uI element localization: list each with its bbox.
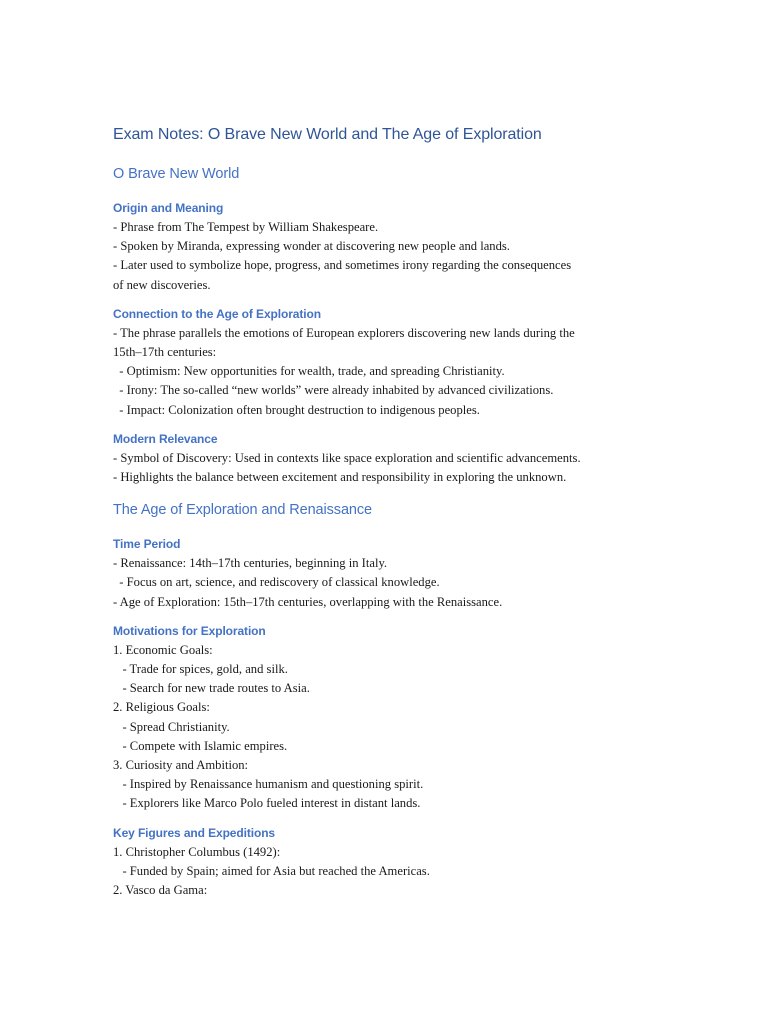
text-line: 1. Economic Goals: <box>113 642 213 657</box>
text-line: - Inspired by Renaissance humanism and questioning spirit. <box>113 777 424 792</box>
text-line: - Funded by Spain; aimed for Asia but reached the Americas. <box>113 863 430 878</box>
text-line: 3. Curiosity and Ambition: <box>113 758 249 773</box>
text-line: - Age of Exploration: 15th–17th centuries, overlapping with the Renaissance. <box>113 594 503 609</box>
subsection-heading-connection: Connection to the Age of Exploration <box>113 306 321 321</box>
text-line: - Irony: The so-called “new worlds” were already inhabited by advanced civilizations. <box>113 383 554 398</box>
text-line: - Compete with Islamic empires. <box>113 738 288 753</box>
subsection-body-modern-relevance <box>113 449 673 487</box>
text-line: - Symbol of Discovery: Used in contexts like space exploration and scientific advancements. <box>113 450 581 465</box>
text-line: 15th–17th centuries: <box>113 345 217 360</box>
text-line: - Spoken by Miranda, expressing wonder at discovering new people and lands. <box>113 239 510 254</box>
subsection-body-key-figures <box>113 843 673 901</box>
text-line: - Explorers like Marco Polo fueled interest in distant lands. <box>113 796 421 811</box>
text-line: - The phrase parallels the emotions of European explorers discovering new lands during the <box>113 325 575 340</box>
text-line: - Spread Christianity. <box>113 719 230 734</box>
subsection-heading-key-figures: Key Figures and Expeditions <box>113 825 276 840</box>
text-line: 2. Religious Goals: <box>113 700 210 715</box>
subsection-body-origin <box>113 218 673 295</box>
text-line: - Focus on art, science, and rediscovery of classical knowledge. <box>113 575 440 590</box>
text-line: - Highlights the balance between excitement and responsibility in exploring the unknown. <box>113 470 567 485</box>
subsection-heading-time-period: Time Period <box>113 537 181 552</box>
text-line: - Search for new trade routes to Asia. <box>113 681 310 696</box>
subsection-heading-modern-relevance: Modern Relevance <box>113 431 218 446</box>
subsection-heading-motivations: Motivations for Exploration <box>113 623 266 638</box>
section-heading: The Age of Exploration and Renaissance <box>113 502 372 519</box>
subsection-body-time-period <box>113 554 673 612</box>
section-age-of-exploration <box>113 500 673 900</box>
text-line: - Renaissance: 14th–17th centuries, beginning in Italy. <box>113 556 388 571</box>
text-line: 2. Vasco da Gama: <box>113 883 208 898</box>
section-heading: O Brave New World <box>113 166 240 182</box>
text-line: - Phrase from The Tempest by William Shakespeare. <box>113 220 379 234</box>
subsection-heading-origin: Origin and Meaning <box>113 201 224 215</box>
text-line: - Trade for spices, gold, and silk. <box>113 662 288 677</box>
text-line: - Impact: Colonization often brought destruction to indigenous peoples. <box>113 402 480 417</box>
text-line: of new discoveries. <box>113 277 211 292</box>
section-o-brave-new-world <box>113 164 673 487</box>
subsection-body-motivations <box>113 641 673 814</box>
text-line: 1. Christopher Columbus (1492): <box>113 844 281 859</box>
subsection-body-connection <box>113 324 673 420</box>
text-line: - Optimism: New opportunities for wealth, trade, and spreading Christianity. <box>113 364 505 379</box>
document-title: Exam Notes: O Brave New World and The Age of Exploration <box>113 126 542 143</box>
text-line: - Later used to symbolize hope, progress, and sometimes irony regarding the consequences <box>113 258 572 273</box>
document-page <box>113 124 673 911</box>
